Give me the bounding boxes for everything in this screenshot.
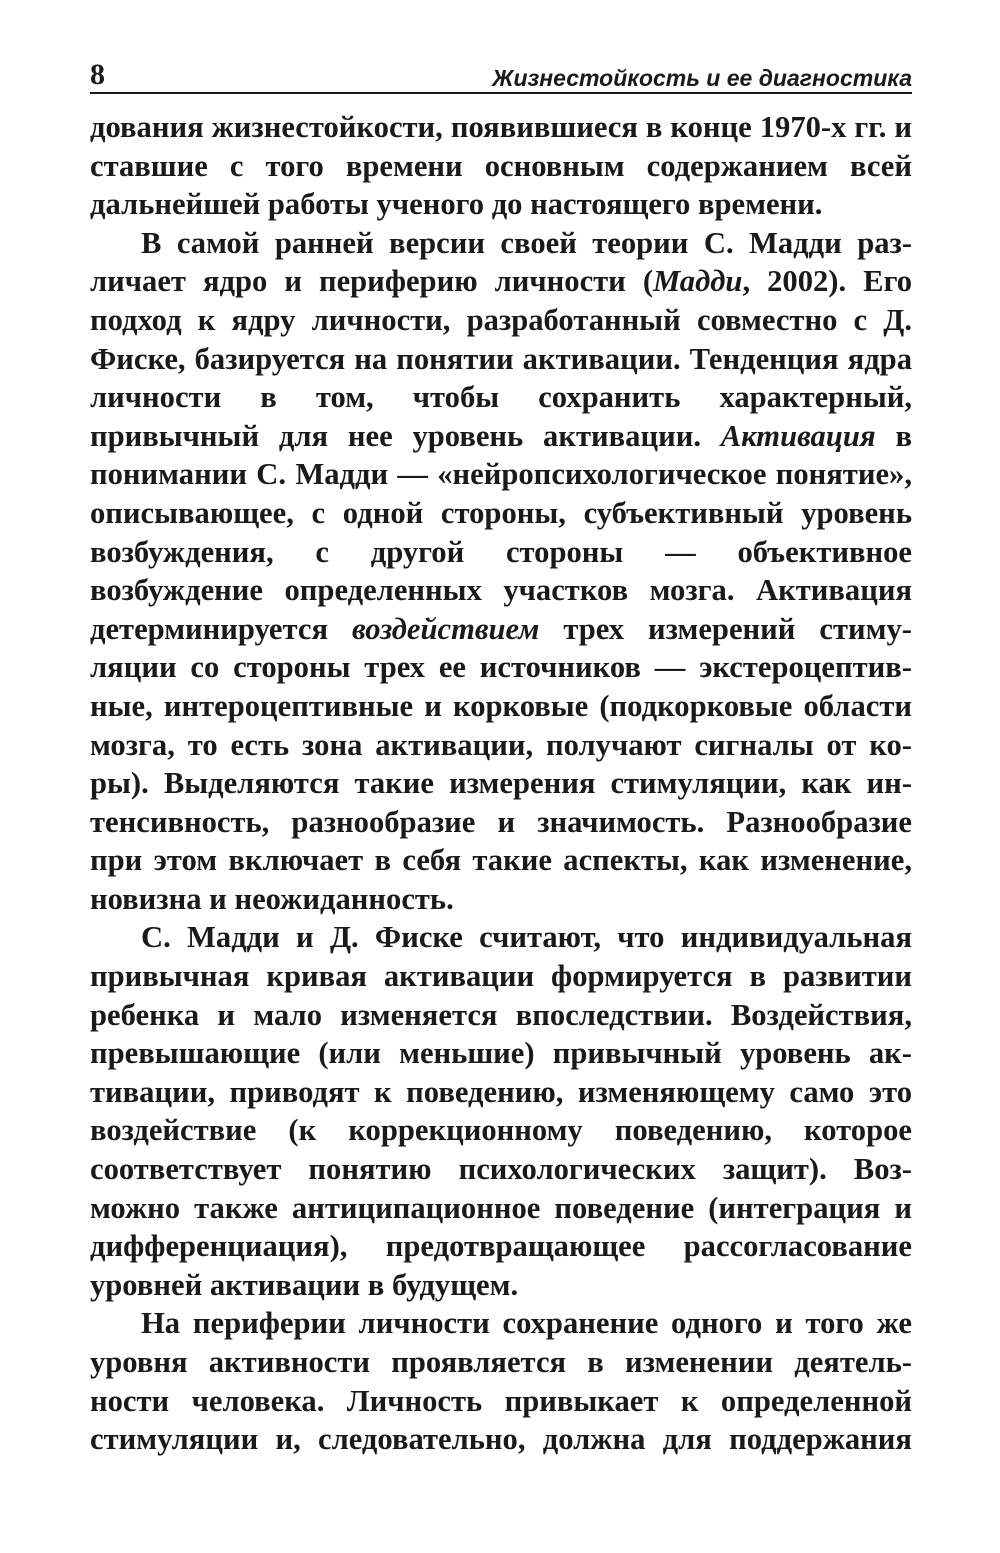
- paragraph-activation-curve: [90, 918, 912, 1304]
- body-text: [90, 108, 912, 1459]
- paragraph-core-periphery: [90, 224, 912, 919]
- italic-term-impact: воздействием: [352, 611, 540, 646]
- page-header: [90, 48, 912, 94]
- page-number: 8: [90, 58, 105, 91]
- text-segment: , 2002). Его подход к ядру личности, разработанный совместно с Д. Фиске, базируется на понятии активации. Тенденция ядра личности в том, чтобы сохранить характерный, привычный для нее уровень активации.: [90, 264, 912, 453]
- running-title: Жизнестойкость и ее диагностика: [492, 65, 912, 91]
- paragraph-periphery: [90, 1304, 912, 1458]
- paragraph-continuation: [90, 108, 912, 224]
- text-segment: С. Мадди и Д. Фиске считают, что индивидуальная привычная кривая активации формируется в развитии ребенка и мало изменяется впоследствии. Воздействия, превышающие (или меньшие) привычный уровень активации, приводят к поведению, изменяющему само это воздействие (к коррекционному поведению, которое соответствует понятию психологических защит). Возможно также антиципационное поведение (интеграция и дифференциация), предотвращающее рассогласование уровней активации в будущем.: [90, 920, 912, 1302]
- text-segment: В самой ранней версии своей теории С. Мадди различает ядро и периферию личности (: [90, 225, 912, 299]
- italic-term-activation: Активация: [720, 418, 876, 453]
- text-segment: На периферии личности сохранение одного и того же уровня активности проявляется в изменении деятельности человека. Личность привыкает к определенной стимуляции и, следовательно, должна для поддержания: [90, 1306, 912, 1457]
- book-page: [90, 48, 912, 1459]
- text-segment: дования жизнестойкости, появившиеся в конце 1970-х гг. и ставшие с того времени основным содержанием всей дальнейшей работы ученого до настоящего времени.: [90, 110, 912, 222]
- italic-citation-author: Мадди: [653, 264, 743, 299]
- text-segment: в понимании С. Мадди — «нейропсихологическое понятие», описывающее, с одной стороны, субъективный уровень возбуждения, с другой стороны — объективное возбуждение определенных участков мозга. Активация детерминируется: [90, 418, 912, 646]
- text-segment: трех измерений стимуляции со стороны трех ее источников — экстероцептивные, интероцептивные и корковые (подкорковые области мозга, то есть зона активации, получают сигналы от коры). Выделяются такие измерения стимуляции, как интенсивность, разнообразие и значимость. Разнообразие при этом включает в себя такие аспекты, как изменение, новизна и неожиданность.: [90, 611, 912, 916]
